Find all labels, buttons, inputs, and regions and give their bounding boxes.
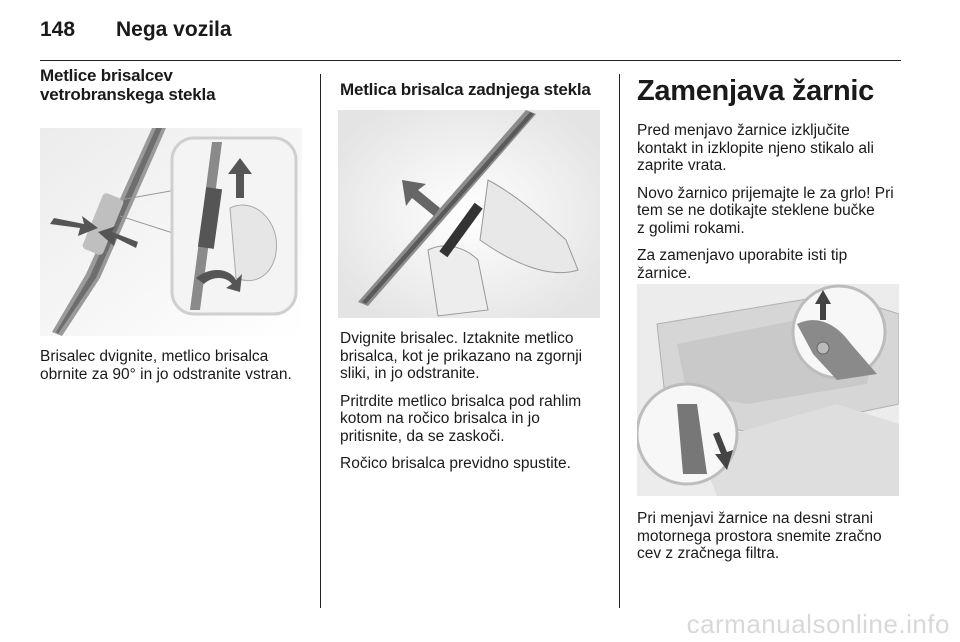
column-divider-2 [619, 74, 620, 608]
section-heading-windscreen-wiper: Metlice brisalcev vetrobranskega stekla [40, 66, 216, 104]
bulb-step-2: Novo žarnico prijemajte le za grlo! Pri tem se ne dotikajte steklene bučke z golimi rokami. [637, 184, 894, 237]
bulb-step-1: Pred menjavo žarnice izključite kontakt in izklopite njeno stikalo ali zaprite vrata. [637, 122, 874, 174]
column-bulb-replacement [637, 66, 905, 562]
rear-wiper-step-1: Dvignite brisalec. Iztaknite metlico brisalca, kot je prikazano na zgornji sliki, in jo odstranite. [340, 330, 583, 382]
rear-wiper-illustration [338, 110, 600, 318]
page-title: Nega vozila [116, 18, 232, 41]
section-heading-bulb-replacement: Zamenjava žarnic [637, 75, 874, 107]
engine-compartment-illustration [637, 284, 899, 496]
column-divider-1 [320, 74, 321, 608]
page-header [40, 14, 920, 50]
bulb-step-4: Pri menjavi žarnice na desni strani motornega prostora snemite zračno cev z zračnega filtra. [637, 510, 882, 562]
section-heading-rear-wiper: Metlica brisalca zadnjega stekla [340, 80, 591, 99]
header-divider [40, 60, 901, 61]
page-number: 148 [40, 18, 76, 41]
rear-wiper-step-2: Pritrdite metlico brisalca pod rahlim kotom na ročico brisalca in jo pritisnite, da se zaskoči. [340, 392, 582, 445]
column-windscreen-wiper [40, 66, 308, 383]
column-rear-wiper [340, 66, 606, 472]
bulb-step-3: Za zamenjavo uporabite isti tip žarnice. [637, 247, 848, 282]
watermark: carmanualsonline.info [686, 609, 950, 639]
windscreen-wiper-instruction: Brisalec dvignite, metlico brisalca obrnite za 90° in jo odstranite vstran. [40, 348, 292, 383]
rear-wiper-step-3: Ročico brisalca previdno spustite. [340, 455, 571, 472]
windscreen-wiper-illustration [40, 128, 302, 336]
